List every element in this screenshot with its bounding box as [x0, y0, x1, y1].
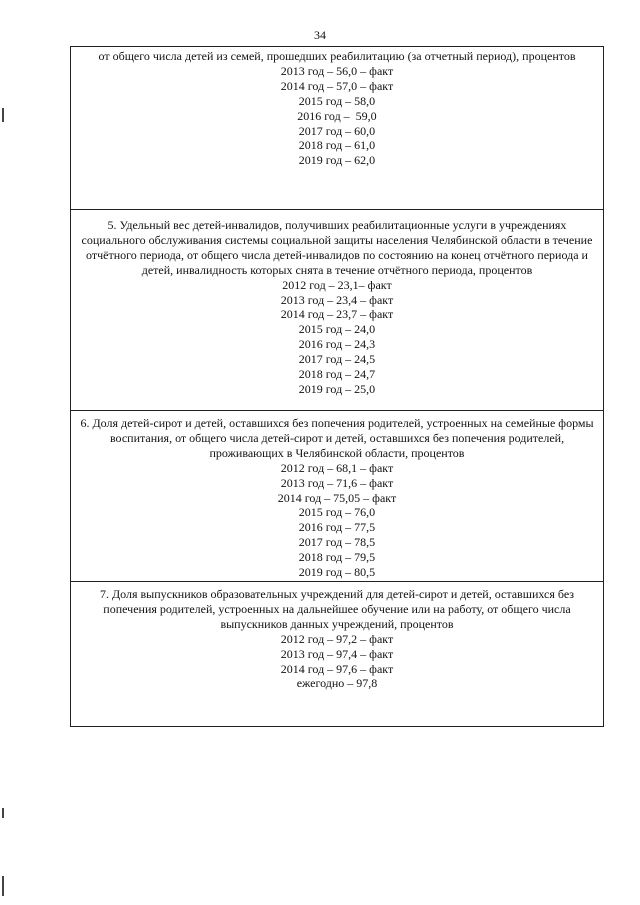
indicator-value: 2012 год – 97,2 – факт — [280, 631, 394, 646]
scan-edge-mark — [2, 108, 4, 122]
indicator-value: 2013 год – 71,6 – факт — [280, 475, 394, 490]
indicator-value: 2019 год – 25,0 — [298, 381, 376, 396]
indicator-value: 2012 год – 23,1– факт — [282, 277, 392, 292]
indicator-value: ежегодно – 97,8 — [296, 676, 378, 691]
indicator-value: 2016 год – 77,5 — [298, 520, 376, 535]
indicator-value: 2012 год – 68,1 – факт — [280, 460, 394, 475]
indicator-block — [71, 47, 603, 210]
indicator-value: 2015 год – 76,0 — [298, 505, 376, 520]
indicator-value: 2018 год – 24,7 — [298, 367, 376, 382]
indicators-table — [70, 46, 604, 727]
indicator-value: 2019 год – 80,5 — [298, 565, 376, 580]
indicator-value: 2014 год – 23,7 – факт — [280, 307, 394, 322]
indicator-block — [71, 210, 603, 411]
indicator-value: 2013 год – 97,4 – факт — [280, 646, 394, 661]
indicator-value: 2015 год – 24,0 — [298, 322, 376, 337]
indicator-value: 2014 год – 97,6 – факт — [280, 661, 394, 676]
indicator-value: 2013 год – 23,4 – факт — [280, 292, 394, 307]
indicator-value: 2018 год – 79,5 — [298, 550, 376, 565]
indicator-title: от общего числа детей из семей, прошедших реабилитацию (за отчетный период), процентов — [98, 49, 576, 63]
page-number: 34 — [314, 28, 326, 42]
indicator-value: 2017 год – 24,5 — [298, 352, 376, 367]
indicator-value: 2014 год – 75,05 – факт — [277, 490, 397, 505]
indicator-value: 2014 год – 57,0 – факт — [280, 78, 394, 93]
indicator-value: 2015 год – 58,0 — [298, 93, 376, 108]
indicator-title: 7. Доля выпускников образовательных учреждений для детей-сирот и детей, оставшихся без попечения родителей, устроенных на дальнейшее обучение или на работу, от общего числа выпускников данных учреждений, процентов — [99, 587, 575, 631]
indicator-value: 2013 год – 56,0 – факт — [280, 63, 394, 78]
indicator-block — [71, 582, 603, 726]
indicator-title: 5. Удельный вес детей-инвалидов, получивших реабилитационные услуги в учреждениях социального обслуживания системы социальной защиты населения Челябинской области в течение отчётного периода, от общего числа детей-инвалидов по состоянию на конец отчётного периода и детей, инвалидность которых снята в течение отчётного периода, процентов — [81, 218, 593, 277]
indicator-title: 6. Доля детей-сирот и детей, оставшихся без попечения родителей, устроенных на семейные формы воспитания, от общего числа детей-сирот и детей, оставшихся без попечения родителей, проживающих в Челябинской области, процентов — [80, 416, 594, 460]
indicator-block — [71, 411, 603, 582]
indicator-value: 2017 год – 78,5 — [298, 535, 376, 550]
indicator-value: 2016 год – 59,0 — [297, 108, 377, 123]
indicator-value: 2019 год – 62,0 — [298, 153, 376, 168]
scan-edge-mark — [2, 808, 4, 818]
indicator-value: 2018 год – 61,0 — [298, 138, 376, 153]
scan-edge-mark — [2, 876, 4, 896]
indicator-value: 2017 год – 60,0 — [298, 123, 376, 138]
indicator-value: 2016 год – 24,3 — [298, 337, 376, 352]
